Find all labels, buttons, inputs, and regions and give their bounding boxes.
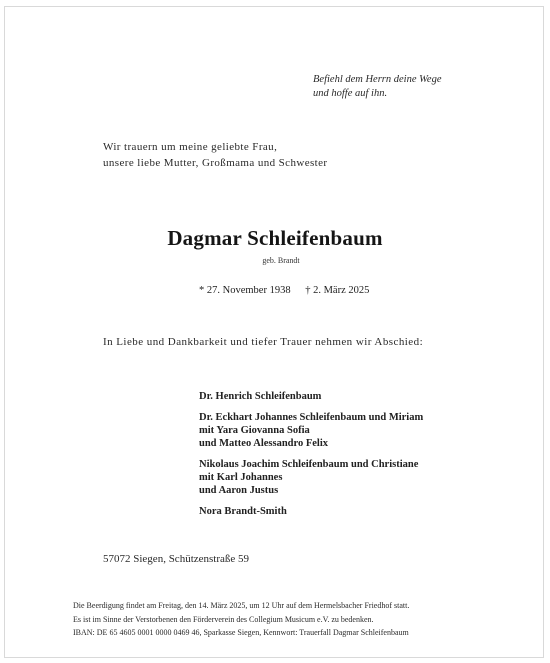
mourner-line: und Matteo Alessandro Felix <box>199 438 329 449</box>
donation-info: Es ist im Sinne der Verstorbenen den Förderverein des Collegium Musicum e.V. zu bedenken. <box>73 614 374 624</box>
funeral-info: Die Beerdigung findet am Freitag, den 14. März 2025, um 12 Uhr auf dem Hermelsbacher Friedhof statt. <box>73 601 410 610</box>
bank-info: IBAN: DE 65 4605 0001 0000 0469 46, Sparkasse Siegen, Kennwort: Trauerfall Dagmar Schleifenbaum <box>73 628 409 637</box>
mourner-group <box>199 505 423 518</box>
intro-text <box>103 139 327 171</box>
maiden-name: geb. Brandt <box>262 256 300 265</box>
mourners-list <box>199 390 423 526</box>
mourner-line: und Aaron Justus <box>199 485 279 496</box>
footer-notes <box>73 599 409 640</box>
mourner-group <box>199 458 423 497</box>
bible-verse-line: Befiehl dem Herrn deine Wege <box>313 74 442 85</box>
bible-verse-line: und hoffe auf ihn. <box>313 88 388 99</box>
death-date: † 2. März 2025 <box>305 285 370 296</box>
deceased-name: Dagmar Schleifenbaum <box>167 226 383 250</box>
mourner-line: mit Karl Johannes <box>199 472 283 483</box>
mourner-line: Nora Brandt-Smith <box>199 506 287 517</box>
intro-line: unsere liebe Mutter, Großmama und Schwester <box>103 157 328 169</box>
notice-frame <box>4 6 544 658</box>
mourner-group <box>199 411 423 450</box>
address: 57072 Siegen, Schützenstraße 59 <box>103 553 250 565</box>
mourner-line: Nikolaus Joachim Schleifenbaum und Christiane <box>199 459 419 470</box>
life-dates <box>199 285 369 296</box>
mourner-line: Dr. Eckhart Johannes Schleifenbaum und Miriam <box>199 412 424 423</box>
mourner-line: mit Yara Giovanna Sofia <box>199 425 310 436</box>
bible-verse <box>313 73 442 101</box>
intro-line: Wir trauern um meine geliebte Frau, <box>103 141 278 153</box>
mourner-group <box>199 390 423 403</box>
farewell-text: In Liebe und Dankbarkeit und tiefer Trauer nehmen wir Abschied: <box>103 336 424 348</box>
mourner-line: Dr. Henrich Schleifenbaum <box>199 391 322 402</box>
birth-date: * 27. November 1938 <box>199 285 291 296</box>
